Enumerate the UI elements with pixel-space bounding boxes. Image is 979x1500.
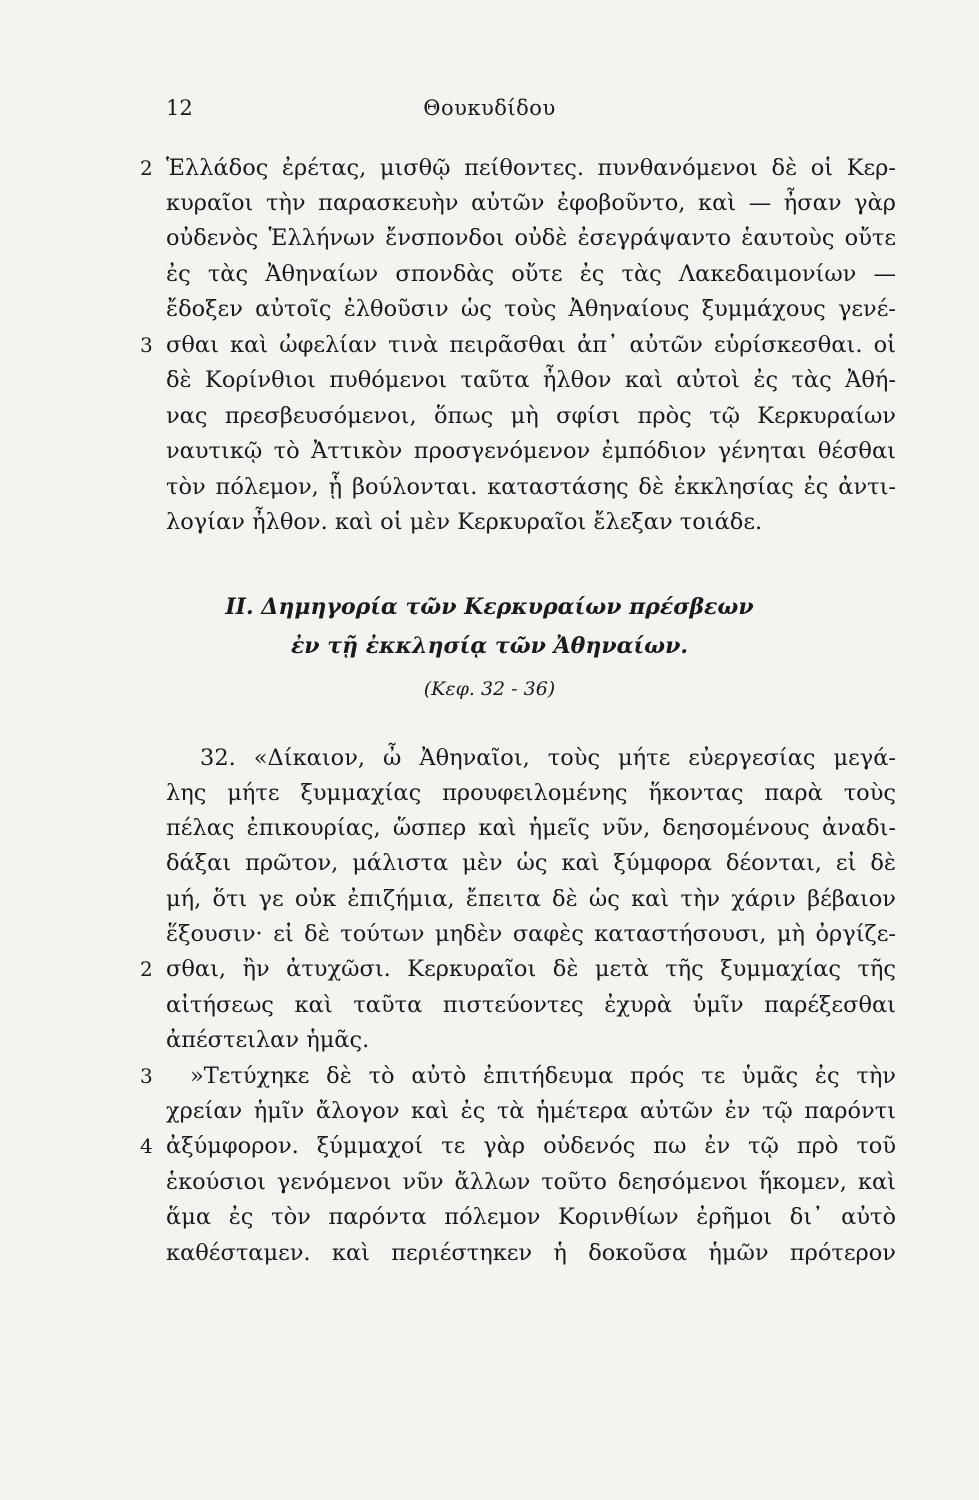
text-line: ἔδοξεν αὐτοῖς ἐλθοῦσιν ὡς τοὺς Ἀθηναίους ξυμμάχους γενέ- (166, 296, 896, 322)
section-heading: II. Δημηγορία τῶν Κερκυραίων πρέσβεων (225, 594, 754, 620)
text-line: ἀπέστειλαν ἡμᾶς. (166, 1027, 370, 1053)
text-line: ἅμα ἐς τὸν παρόντα πόλεμον Κορινθίων ἐρῆμοι δι᾽ αὐτὸ (166, 1204, 896, 1230)
text-line: νας πρεσβευσόμενοι, ὅπως μὴ σφίσι πρὸς τῷ Κερκυραίων (166, 403, 896, 429)
text-line: λης μήτε ξυμμαχίας προυφειλομένης ἥκοντας παρὰ τοὺς (166, 780, 896, 806)
text-line: τὸν πόλεμον, ᾗ βούλονται. καταστάσης δὲ ἐκκλησίας ἐς ἀντι- (166, 474, 896, 500)
text-line: σθαι καὶ ὠφελίαν τινὰ πειρᾶσθαι ἀπ᾽ αὐτῶν εὑρίσκεσθαι. οἱ (166, 332, 896, 358)
text-line: δάξαι πρῶτον, μάλιστα μὲν ὡς καὶ ξύμφορα δέονται, εἰ δὲ (166, 850, 896, 876)
page-number: 12 (166, 96, 193, 120)
chapter-reference: (Κεφ. 32 - 36) (423, 678, 556, 700)
margin-number: 3 (140, 1064, 153, 1088)
text-line: οὐδενὸς Ἑλλήνων ἔνσπονδοι οὐδὲ ἐσεγράψαντο ἑαυτοὺς οὔτε (166, 225, 896, 251)
margin-number: 2 (140, 156, 153, 180)
text-line: »Τετύχηκε δὲ τὸ αὐτὸ ἐπιτήδευμα πρός τε ὑμᾶς ἐς τὴν (190, 1063, 896, 1089)
margin-number: 2 (140, 957, 153, 981)
text-line: μή, ὅτι γε οὐκ ἐπιζήμια, ἔπειτα δὲ ὡς καὶ τὴν χάριν βέβαιον (166, 886, 896, 912)
text-line: ἑκούσιοι γενόμενοι νῦν ἄλλων τοῦτο δεησόμενοι ἥκομεν, καὶ (166, 1169, 896, 1195)
text-line: ἐς τὰς Ἀθηναίων σπονδὰς οὔτε ἐς τὰς Λακεδαιμονίων — (166, 261, 896, 287)
text-line: 32. «Δίκαιον, ὦ Ἀθηναῖοι, τοὺς μήτε εὐεργεσίας μεγά- (200, 745, 896, 771)
text-line: Ἑλλάδος ἐρέτας, μισθῷ πείθοντες. πυνθανόμενοι δὲ οἱ Κερ- (166, 155, 896, 181)
text-line: πέλας ἐπικουρίας, ὥσπερ καὶ ἡμεῖς νῦν, δεησομένους ἀναδι- (166, 815, 896, 841)
margin-number: 4 (140, 1134, 153, 1158)
text-line: χρείαν ἡμῖν ἄλογον καὶ ἐς τὰ ἡμέτερα αὐτῶν ἐν τῷ παρόντι (166, 1098, 896, 1124)
text-line: ἀξύμφορον. ξύμμαχοί τε γὰρ οὐδενός πω ἐν τῷ πρὸ τοῦ (166, 1133, 896, 1159)
text-line: ἕξουσιν· εἰ δὲ τούτων μηδὲν σαφὲς καταστήσουσι, μὴ ὀργίζε- (166, 921, 896, 947)
text-line: αἰτήσεως καὶ ταῦτα πιστεύοντες ἐχυρὰ ὑμῖν παρέξεσθαι (166, 992, 896, 1018)
page-header (0, 96, 979, 126)
text-line: κυραῖοι τὴν παρασκευὴν αὐτῶν ἐφοβοῦντο, καὶ — ἦσαν γὰρ (166, 190, 896, 216)
text-line: λογίαν ἦλθον. καὶ οἱ μὲν Κερκυραῖοι ἔλεξαν τοιάδε. (166, 509, 763, 535)
running-title: Θουκυδίδου (423, 96, 556, 120)
text-line: ναυτικῷ τὸ Ἀττικὸν προσγενόμενον ἐμπόδιον γένηται θέσθαι (166, 438, 896, 464)
section-subheading: ἐν τῇ ἐκκλησίᾳ τῶν Ἀθηναίων. (290, 633, 689, 659)
text-line: δὲ Κορίνθιοι πυθόμενοι ταῦτα ἦλθον καὶ αὐτοὶ ἐς τὰς Ἀθή- (166, 367, 896, 393)
text-line: καθέσταμεν. καὶ περιέστηκεν ἡ δοκοῦσα ἡμῶν πρότερον (166, 1240, 896, 1266)
text-line: σθαι, ἢν ἀτυχῶσι. Κερκυραῖοι δὲ μετὰ τῆς ξυμμαχίας τῆς (166, 956, 896, 982)
margin-number: 3 (140, 333, 153, 357)
